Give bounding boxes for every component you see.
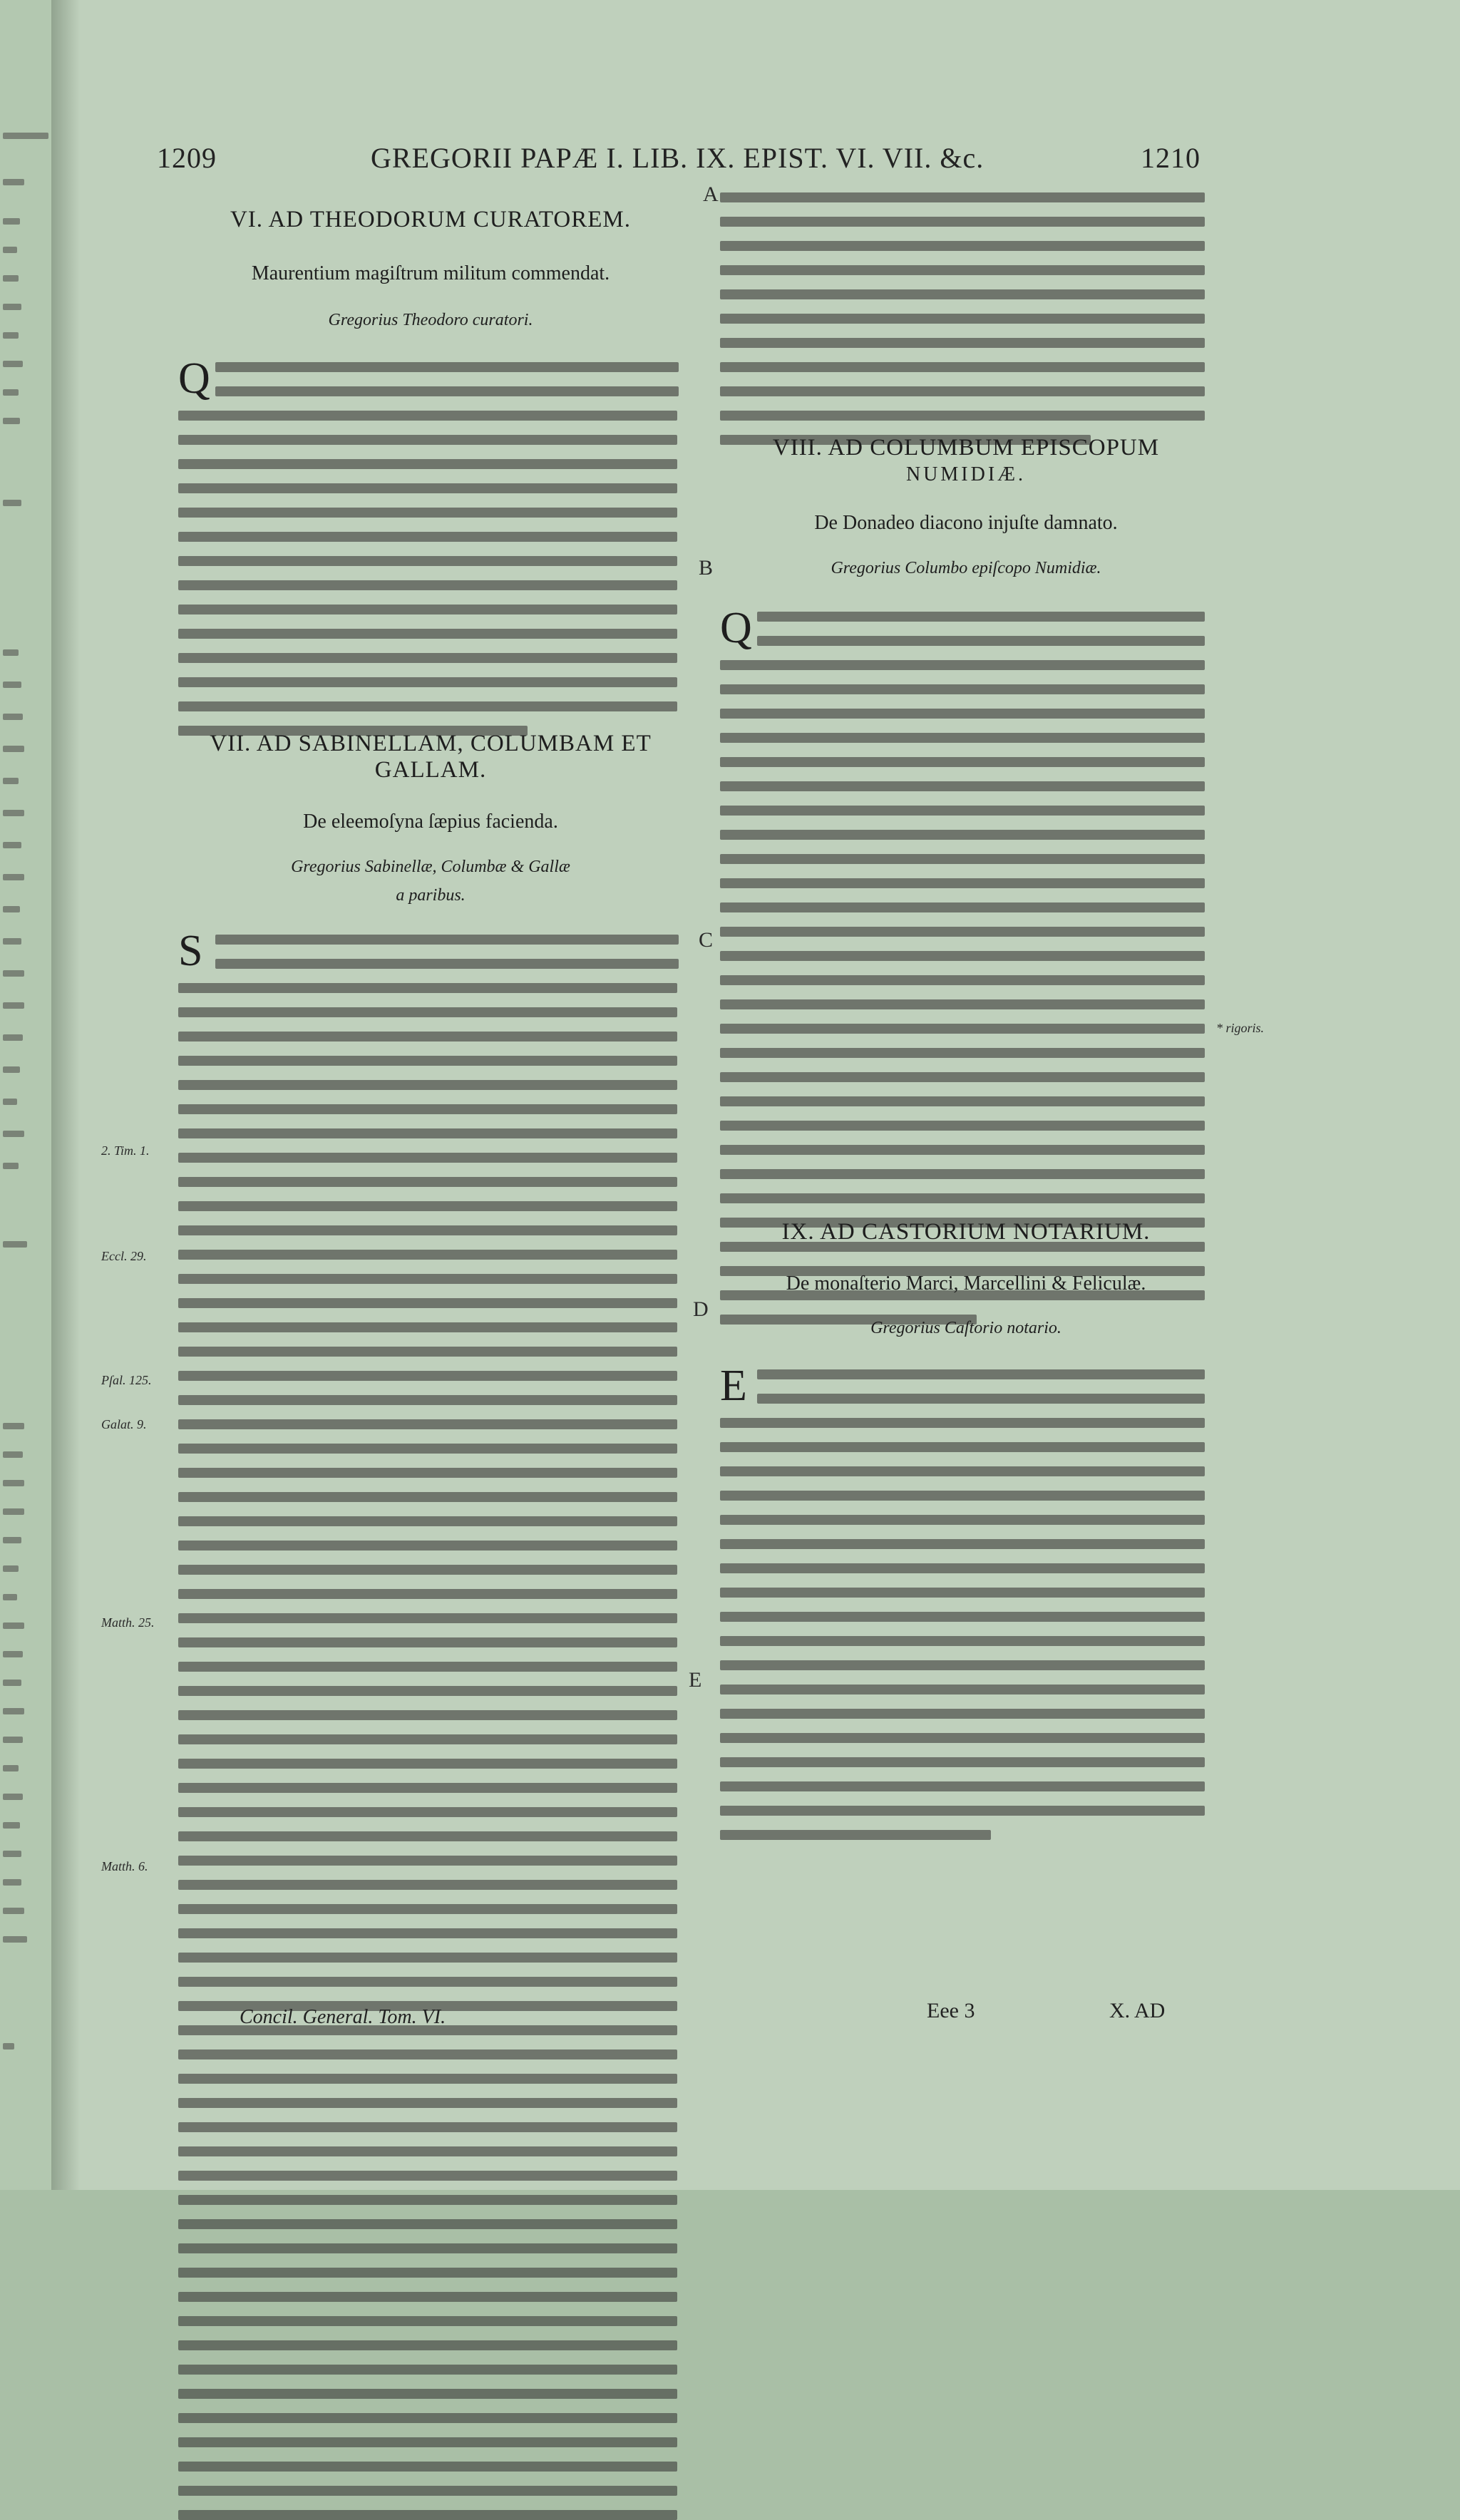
previous-page-fragment (3, 1732, 48, 1748)
text-line (178, 1759, 677, 1769)
text-line (178, 1541, 677, 1550)
initial-capital: Q (720, 604, 752, 652)
section-marker: B (699, 556, 714, 580)
text-line (178, 2340, 677, 2350)
text-line (178, 677, 677, 687)
text-line (720, 1048, 1205, 1058)
letter-text (178, 927, 683, 2520)
text-line (720, 975, 1205, 985)
text-line (178, 701, 677, 711)
text-line (720, 1491, 1205, 1501)
previous-page-fragment (3, 1094, 48, 1110)
previous-page-fragment (3, 1704, 48, 1719)
previous-page-fragment (3, 1561, 48, 1577)
previous-page-fragment (3, 413, 48, 429)
text-line (178, 2268, 677, 2278)
text-line (178, 2316, 677, 2326)
text-line (178, 2171, 677, 2181)
text-line (178, 1807, 677, 1817)
text-line (178, 2146, 677, 2156)
text-line (720, 709, 1205, 719)
section-title: NUMIDIÆ. (905, 463, 1027, 485)
salutation: Gregorius Theodoro curatori. (328, 311, 533, 329)
previous-page-fragment (3, 1761, 48, 1776)
text-line (720, 878, 1205, 888)
previous-page-fragment (3, 1818, 48, 1834)
text-line (215, 362, 679, 372)
text-line (178, 1298, 677, 1308)
text-line (720, 757, 1205, 767)
signature-mark: Concil. General. Tom. VI. (240, 2006, 446, 2028)
text-line (178, 2050, 677, 2059)
salutation: Gregorius Caſtorio notario. (870, 1319, 1061, 1337)
text-line (757, 612, 1205, 622)
text-line (178, 1371, 677, 1381)
previous-page-fragment (3, 998, 48, 1014)
text-line (720, 1588, 1205, 1598)
text-line (178, 1831, 677, 1841)
text-line (178, 1662, 677, 1672)
text-line (720, 411, 1205, 421)
text-line (720, 192, 1205, 202)
text-line (178, 1977, 677, 1987)
text-line (757, 636, 1205, 646)
section-marker: C (699, 928, 714, 952)
text-line (178, 1734, 677, 1744)
text-line (720, 999, 1205, 1009)
previous-page-fragment (3, 385, 48, 401)
left-page-number: 1209 (157, 142, 217, 174)
text-line (720, 1418, 1205, 1428)
previous-page-fragment (3, 495, 48, 511)
previous-page-fragment (3, 175, 48, 190)
section-title: VI. AD THEODORUM CURATOREM. (230, 207, 632, 232)
previous-page-fragment (3, 773, 48, 789)
text-line (215, 959, 679, 969)
text-line (757, 1369, 1205, 1379)
text-line (720, 1830, 991, 1840)
text-line (720, 289, 1205, 299)
text-line (178, 653, 677, 663)
section-summary: Maurentium magiſtrum militum commendat. (251, 262, 610, 284)
text-line (178, 1492, 677, 1502)
text-line (178, 1007, 677, 1017)
text-line (178, 2510, 677, 2520)
previous-page-fragment (3, 934, 48, 950)
text-line (178, 1710, 677, 1720)
previous-page-fragment (3, 1590, 48, 1605)
margin-note: Eccl. 29. (101, 1249, 147, 1263)
text-line (178, 1128, 677, 1138)
text-line (720, 1733, 1205, 1743)
text-line (178, 1104, 677, 1114)
initial-capital: S (178, 927, 203, 975)
text-line (178, 483, 677, 493)
text-line (215, 935, 679, 945)
text-line (720, 830, 1205, 840)
text-line (178, 1856, 677, 1866)
text-line (720, 927, 1205, 937)
text-line (178, 2462, 677, 2472)
text-line (720, 386, 1205, 396)
text-line (178, 1201, 677, 1211)
text-line (178, 1056, 677, 1066)
text-line (720, 1539, 1205, 1549)
text-line (178, 2486, 677, 2496)
text-line (178, 1880, 677, 1890)
text-line (178, 2074, 677, 2084)
section-marker: A (703, 182, 719, 206)
previous-page-fragment (3, 271, 48, 287)
text-line (178, 2098, 677, 2108)
text-line (720, 241, 1205, 251)
text-line (720, 1024, 1205, 1034)
text-line (178, 1250, 677, 1260)
previous-page-fragment (3, 2039, 48, 2054)
section-title: VIII. AD COLUMBUM EPISCOPUM (772, 435, 1160, 461)
text-line (178, 1395, 677, 1405)
section-title: IX. AD CASTORIUM NOTARIUM. (781, 1219, 1151, 1245)
text-line (178, 2365, 677, 2375)
text-line (178, 2219, 677, 2229)
text-line (720, 217, 1205, 227)
text-line (215, 386, 679, 396)
previous-page-fragment (3, 1533, 48, 1548)
section-summary: De Donadeo diacono injuſte damnato. (814, 512, 1118, 534)
margin-note: Matth. 25. (101, 1615, 155, 1630)
previous-page-fragment (3, 1903, 48, 1919)
section-title: VII. AD SABINELLAM, COLUMBAM ET GALLAM. (210, 731, 652, 783)
section-summary: De eleemoſyna ſæpius facienda. (303, 811, 558, 833)
initial-capital: Q (178, 354, 210, 403)
section-marker: E (689, 1668, 702, 1692)
text-line (720, 1757, 1205, 1767)
text-line (178, 556, 677, 566)
text-line (720, 1612, 1205, 1622)
text-line (178, 508, 677, 518)
text-line (720, 1096, 1205, 1106)
previous-page-fragment (3, 806, 48, 821)
text-line (720, 902, 1205, 912)
salutation: a paribus. (396, 886, 466, 905)
text-line (178, 459, 677, 469)
running-header (157, 141, 1205, 184)
previous-page-fragment (3, 1158, 48, 1174)
text-line (178, 1468, 677, 1478)
text-line (720, 854, 1205, 864)
previous-page-fragment (3, 1675, 48, 1691)
text-line (178, 1904, 677, 1914)
text-line (720, 1072, 1205, 1082)
text-line (720, 1563, 1205, 1573)
text-line (178, 1322, 677, 1332)
text-line (178, 1419, 677, 1429)
previous-page-fragment (3, 677, 48, 693)
text-line (178, 2243, 677, 2253)
text-line (720, 1685, 1205, 1694)
letter-text (720, 1362, 1212, 1840)
margin-note: Galat. 9. (101, 1417, 147, 1431)
previous-page-fragment (3, 1846, 48, 1862)
previous-page-fragment (3, 1126, 48, 1142)
previous-page-fragment (3, 1504, 48, 1520)
previous-page-fragment (3, 1647, 48, 1662)
previous-page-fragment (3, 299, 48, 315)
text-line (178, 580, 677, 590)
previous-page-edge (0, 0, 51, 2190)
text-line (178, 1516, 677, 1526)
text-line (178, 1444, 677, 1454)
text-line (178, 435, 677, 445)
previous-page-fragment (3, 214, 48, 230)
previous-page-fragment (3, 1030, 48, 1046)
previous-page-fragment (3, 966, 48, 982)
previous-page-fragment (3, 838, 48, 853)
text-line (178, 2292, 677, 2302)
previous-page-fragment (3, 870, 48, 885)
letter-text (720, 604, 1212, 1325)
previous-page-fragment (3, 1476, 48, 1491)
text-line (178, 1032, 677, 1042)
letter-text (178, 354, 683, 736)
text-line (178, 605, 677, 614)
text-line (178, 1928, 677, 1938)
previous-page-fragment (3, 902, 48, 917)
text-line (720, 1169, 1205, 1179)
text-line (720, 806, 1205, 816)
initial-capital: E (720, 1362, 747, 1410)
salutation: Gregorius Sabinellæ, Columbæ & Gallæ (291, 858, 570, 876)
text-line (178, 1080, 677, 1090)
margin-note: Pſal. 125. (101, 1373, 152, 1387)
text-line (178, 983, 677, 993)
text-line (178, 1565, 677, 1575)
running-title: GREGORII PAPÆ I. LIB. IX. EPIST. VI. VII. &c. (371, 142, 985, 174)
text-line (178, 2195, 677, 2205)
margin-note: 2. Tim. 1. (101, 1143, 150, 1158)
text-line (720, 660, 1205, 670)
text-line (720, 1806, 1205, 1816)
text-line (178, 629, 677, 639)
previous-page-fragment (3, 1447, 48, 1463)
previous-page-fragment (3, 1875, 48, 1891)
text-line (720, 1636, 1205, 1646)
previous-page-fragment (3, 1419, 48, 1434)
previous-page-fragment (3, 741, 48, 757)
text-line (720, 1145, 1205, 1155)
text-line (720, 1660, 1205, 1670)
text-line (178, 1177, 677, 1187)
text-line (720, 1121, 1205, 1131)
catchword: X. AD (1109, 1999, 1166, 2022)
text-line (178, 1953, 677, 1963)
text-line (178, 411, 677, 421)
text-line (178, 1589, 677, 1599)
previous-page-fragment (3, 1789, 48, 1805)
text-line (178, 1347, 677, 1357)
text-line (178, 2389, 677, 2399)
text-line (720, 1193, 1205, 1203)
text-line (178, 2122, 677, 2132)
previous-page-fragment (3, 1062, 48, 1078)
text-line (757, 1394, 1205, 1404)
text-line (720, 781, 1205, 791)
text-line (720, 1781, 1205, 1791)
text-line (178, 1613, 677, 1623)
text-line (178, 2413, 677, 2423)
text-line (178, 1686, 677, 1696)
text-line (178, 1274, 677, 1284)
margin-note: Matth. 6. (101, 1859, 148, 1873)
previous-page-fragment (3, 645, 48, 661)
previous-page-fragment (3, 1237, 48, 1253)
section-marker: D (693, 1297, 709, 1321)
gutter-shadow (51, 0, 80, 2190)
text-line (720, 265, 1205, 275)
text-line (720, 1442, 1205, 1452)
text-line (178, 1153, 677, 1163)
text-line (178, 1225, 677, 1235)
text-line (720, 1709, 1205, 1719)
gathering-mark: Eee 3 (927, 1999, 975, 2022)
previous-page-fragment (3, 128, 48, 144)
salutation: Gregorius Columbo epiſcopo Numidiæ. (831, 559, 1101, 577)
text-line (178, 2437, 677, 2447)
text-line (720, 951, 1205, 961)
letter-text (720, 192, 1212, 445)
previous-page-fragment (3, 328, 48, 344)
text-line (720, 362, 1205, 372)
text-line (720, 314, 1205, 324)
previous-page-fragment (3, 242, 48, 258)
text-line (178, 1637, 677, 1647)
previous-page-fragment (3, 1618, 48, 1634)
text-line (720, 684, 1205, 694)
text-line (178, 532, 677, 542)
previous-page-fragment (3, 1932, 48, 1948)
section-summary: De monaſterio Marci, Marcellini & Feliculæ. (786, 1272, 1146, 1295)
text-line (720, 338, 1205, 348)
margin-note: * rigoris. (1216, 1021, 1265, 1035)
text-line (720, 733, 1205, 743)
right-page-number: 1210 (1141, 142, 1201, 174)
text-line (720, 1466, 1205, 1476)
previous-page-fragment (3, 709, 48, 725)
text-line (720, 1515, 1205, 1525)
previous-page-fragment (3, 356, 48, 372)
text-line (178, 1783, 677, 1793)
